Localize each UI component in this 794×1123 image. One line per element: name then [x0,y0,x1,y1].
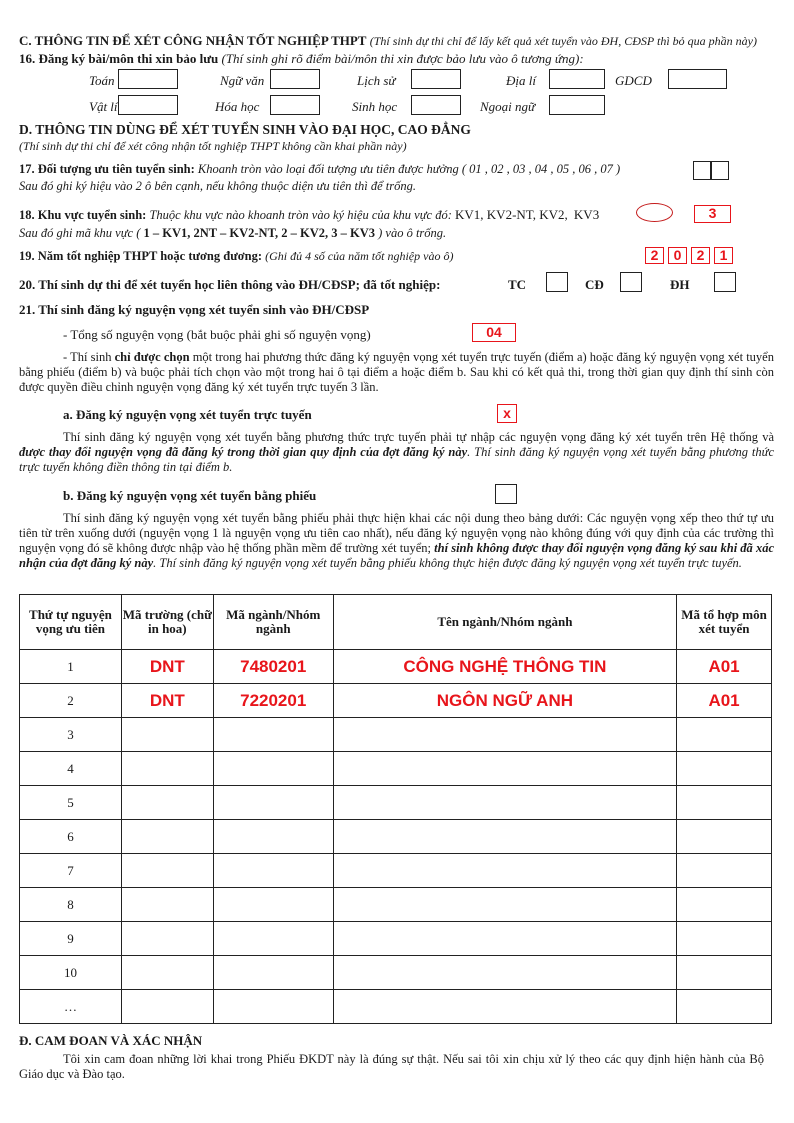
cell-order: 7 [20,854,122,888]
q18-label: 18. Khu vực tuyển sinh: [19,208,147,222]
cell-major-name[interactable] [333,786,676,820]
cell-subject-combo[interactable]: A01 [677,650,772,684]
cell-subject-combo[interactable] [677,922,772,956]
cell-subject-combo[interactable] [677,752,772,786]
cell-order: 4 [20,752,122,786]
cell-subject-combo[interactable] [677,786,772,820]
q21-intro-emphasis: chỉ được chọn [114,350,190,364]
cell-major-code[interactable] [213,990,333,1024]
cell-major-name[interactable] [333,752,676,786]
table-row [20,820,772,854]
table-row [20,650,772,684]
table-row [20,888,772,922]
cell-major-name[interactable] [333,956,676,990]
q21-intro-start: - Thí sinh [63,350,115,364]
cell-major-code[interactable] [213,956,333,990]
year-digit-box[interactable]: 0 [668,247,687,264]
subject-label: Ngữ văn [220,73,265,88]
subject-label: Lịch sử [357,73,396,88]
score-box-vat-li[interactable] [118,95,178,115]
subject-label: Địa lí [506,73,536,88]
cell-order: 8 [20,888,122,922]
header-subject-combo: Mã tổ hợp môn xét tuyển [677,595,772,650]
section-c-note: (Thí sinh dự thi chỉ để lấy kết quả xét tuyển vào ĐH, CĐSP thì bỏ qua phần này) [369,34,757,48]
cell-major-code[interactable]: 7480201 [213,650,333,684]
q20-option-dh: ĐH [670,277,690,292]
q17-box-1[interactable] [693,161,711,180]
cell-major-code[interactable] [213,786,333,820]
cell-subject-combo[interactable]: A01 [677,684,772,718]
q18-line2-end: ) vào ô trống. [378,226,447,240]
q19-label: 19. Năm tốt nghiệp THPT hoặc tương đương: [19,249,262,263]
score-box-toan[interactable] [118,69,178,89]
q21-intro-rest: một trong hai phương thức đăng ký nguyện vọng xét tuyển trực tuyến (điểm a) hoặc đăng ký nguyện vọng xét tuyển bằng phiếu (điểm b) và buộc phải tích chọn vào một trong hai ô tại điểm a hoặc điểm b. Sau khi có kết quả thi, trong thời gian quy định thí sinh còn được quyền điều chỉnh nguyện vọng đăng ký xét tuyển trực tuyến 3 lần. [19,350,774,394]
q21b-text-rest: . Thí sinh đăng ký nguyện vọng xét tuyển bằng phiếu không thực hiện được đăng ký nguyện vọng xét tuyển trực tuyến. [153,556,742,570]
q18-circled-option: KV3 [573,207,600,222]
q18-value-box[interactable]: 3 [694,205,731,223]
subject-label: Toán [89,73,115,88]
year-digit-box[interactable]: 2 [691,247,710,264]
cell-subject-combo[interactable] [677,888,772,922]
q18-line2 [19,226,446,241]
preferences-table [19,594,772,1024]
q16-label: 16. Đăng ký bài/môn thi xin bảo lưu [19,51,219,66]
table-row [20,922,772,956]
preferences-table-body [20,650,772,1024]
q19-line [19,249,453,264]
q18-line2-start: Sau đó ghi mã khu vực ( [19,226,141,240]
header-major-code: Mã ngành/Nhóm ngành [213,595,333,650]
cell-order: 2 [20,684,122,718]
cell-subject-combo[interactable] [677,820,772,854]
q20-label: 20. Thí sinh dự thi để xét tuyển học liên thông vào ĐH/CĐSP; đã tốt nghiệp: [19,277,441,292]
kv3-circle-mark [636,203,673,222]
cell-school-code[interactable] [121,888,213,922]
subject-label: GDCD [615,73,652,88]
cell-school-code[interactable] [121,752,213,786]
cell-order: 3 [20,718,122,752]
section-dd-title: Đ. CAM ĐOAN VÀ XÁC NHẬN [19,1033,203,1048]
cell-major-code[interactable] [213,752,333,786]
table-row [20,786,772,820]
cell-order: 1 [20,650,122,684]
table-row [20,990,772,1024]
cell-subject-combo[interactable] [677,990,772,1024]
subject-label: Ngoại ngữ [480,99,536,114]
table-row [20,718,772,752]
header-order: Thứ tự nguyện vọng ưu tiên [20,595,122,650]
year-digit-box[interactable]: 1 [714,247,733,264]
q20-option-tc: TC [508,277,527,292]
q21b-text-start: Thí sinh đăng ký nguyện vọng xét tuyển bằng phiếu phải thực hiện khai các nội dung theo bảng dưới: Các nguyện vọng xếp theo thứ tự ưu tiên từ trên xuống dưới (nguyện vọng 1 là nguyện vọng ưu tiên cao nhất), nếu đăng ký nguyện vọng nào không đúng với quy định của các trường thì nguyện vọng đó sẽ không được nhập vào hệ thống phần mềm để trường xét tuyển; [19,511,774,555]
q18-line [19,207,599,223]
section-c-heading [19,33,757,49]
q21a-label: a. Đăng ký nguyện vọng xét tuyển trực tuyến [63,407,312,422]
q19-note: (Ghi đủ 4 số của năm tốt nghiệp vào ô) [265,249,454,263]
cell-major-code[interactable] [213,854,333,888]
cell-order: 6 [20,820,122,854]
cell-subject-combo[interactable] [677,718,772,752]
q21b-paragraph [19,511,774,571]
q21b-checkbox[interactable] [495,484,517,504]
table-row [20,684,772,718]
cell-major-name[interactable] [333,888,676,922]
cell-major-name[interactable] [333,820,676,854]
cell-major-code[interactable] [213,922,333,956]
score-box-gdcd[interactable] [668,69,727,89]
q17-line2: Sau đó ghi ký hiệu vào 2 ô bên cạnh, nếu không thuộc diện ưu tiên thì để trống. [19,179,417,193]
q18-text: Thuộc khu vực nào khoanh tròn vào ký hiệu của khu vực đó: [149,208,452,222]
subject-label: Sinh học [352,99,398,114]
section-dd-text: Tôi xin cam đoan những lời khai trong Phiếu ĐKDT này là đúng sự thật. Nếu sai tôi xin chịu xử lý theo các quy định hiện hành của Bộ Giáo dục và Đào tạo. [19,1052,764,1081]
cell-school-code[interactable] [121,718,213,752]
q21a-text-rest: . Thí sinh đăng ký nguyện vọng xét tuyển bằng phương thức trực tuyến không điền thông tin tại điểm b. [19,445,774,474]
q21a-text-start: Thí sinh đăng ký nguyện vọng xét tuyển bằng phương thức trực tuyến phải tự nhập các nguyện vọng đăng ký xét tuyển trên Hệ thống và [63,430,774,444]
score-box-ngu-van[interactable] [270,69,320,89]
q21a-paragraph [19,430,774,475]
cell-school-code[interactable] [121,990,213,1024]
q21a-text-emphasis: được thay đổi nguyện vọng đã đăng ký trong thời gian quy định của đợt đăng ký này [19,445,468,459]
score-box-dia-li[interactable] [549,69,605,89]
cell-major-code[interactable] [213,888,333,922]
q21-intro-paragraph [19,350,774,395]
cell-major-code[interactable] [213,820,333,854]
table-row [20,956,772,990]
q18-options: KV1, KV2-NT, KV2, [455,207,568,222]
score-box-lich-su[interactable] [411,69,461,89]
cell-school-code[interactable] [121,786,213,820]
year-digit-box[interactable]: 2 [645,247,664,264]
cell-school-code[interactable] [121,956,213,990]
cell-school-code[interactable]: DNT [121,650,213,684]
table-header-row [20,595,772,650]
header-school-code: Mã trường (chữ in hoa) [121,595,213,650]
q21b-text-emphasis: thí sinh không được thay đổi nguyện vọng đăng ký sau khi đã xác nhận của đợt đăng ký này [19,541,774,570]
q16-note: (Thí sinh ghi rõ điểm bài/môn thi xin được bảo lưu vào ô tương ứng): [221,51,584,66]
cell-order: … [20,990,122,1024]
score-box-ngoai-ngu[interactable] [549,95,605,115]
subject-label: Hóa học [215,99,260,114]
subject-label: Vật lí [89,99,118,114]
table-row [20,854,772,888]
q20-option-cd: CĐ [585,277,604,292]
cell-subject-combo[interactable] [677,854,772,888]
cell-major-name[interactable] [333,854,676,888]
score-box-hoa-hoc[interactable] [270,95,320,115]
q21-label: 21. Thí sinh đăng ký nguyện vọng xét tuyển sinh vào ĐH/CĐSP [19,302,370,317]
q20-checkbox-dh[interactable] [714,272,736,292]
cell-major-code[interactable]: 7220201 [213,684,333,718]
section-c-title: C. THÔNG TIN ĐỂ XÉT CÔNG NHẬN TỐT NGHIỆP THPT [19,33,367,48]
q20-checkbox-cd[interactable] [620,272,642,292]
cell-subject-combo[interactable] [677,956,772,990]
cell-school-code[interactable]: DNT [121,684,213,718]
cell-major-code[interactable] [213,718,333,752]
q18-line2-codes: 1 – KV1, 2NT – KV2-NT, 2 – KV2, 3 – KV3 [143,226,375,240]
cell-school-code[interactable] [121,922,213,956]
section-d-note: (Thí sinh dự thi chỉ để xét công nhận tốt nghiệp THPT không cần khai phần này) [19,139,407,153]
score-box-sinh-hoc[interactable] [411,95,461,115]
cell-major-name[interactable]: NGÔN NGỮ ANH [333,684,676,718]
section-d-title: D. THÔNG TIN DÙNG ĐỂ XÉT TUYỂN SINH VÀO ĐẠI HỌC, CAO ĐẲNG [19,122,471,137]
cell-order: 5 [20,786,122,820]
q17-box-2[interactable] [711,161,729,180]
q21-total-value-box[interactable]: 04 [472,323,516,342]
q19-year-boxes[interactable] [645,247,735,264]
q17-text: Khoanh tròn vào loại đối tượng ưu tiên được hưởng ( 01 , 02 , 03 , 04 , 05 , 06 , 07 ) [197,162,621,176]
cell-major-name[interactable]: CÔNG NGHỆ THÔNG TIN [333,650,676,684]
q21a-checkbox[interactable]: x [497,404,517,423]
q20-checkbox-tc[interactable] [546,272,568,292]
q21-total-label: - Tổng số nguyện vọng (bắt buộc phải ghi số nguyện vọng) [63,327,371,342]
cell-major-name[interactable] [333,922,676,956]
q17-line [19,162,620,177]
cell-order: 10 [20,956,122,990]
q17-label: 17. Đối tượng ưu tiên tuyển sinh: [19,162,195,176]
cell-order: 9 [20,922,122,956]
q21b-label: b. Đăng ký nguyện vọng xét tuyển bằng phiếu [63,488,317,503]
cell-major-name[interactable] [333,718,676,752]
table-row [20,752,772,786]
cell-school-code[interactable] [121,854,213,888]
q16-line [19,51,584,67]
cell-major-name[interactable] [333,990,676,1024]
cell-school-code[interactable] [121,820,213,854]
header-major-name: Tên ngành/Nhóm ngành [333,595,676,650]
